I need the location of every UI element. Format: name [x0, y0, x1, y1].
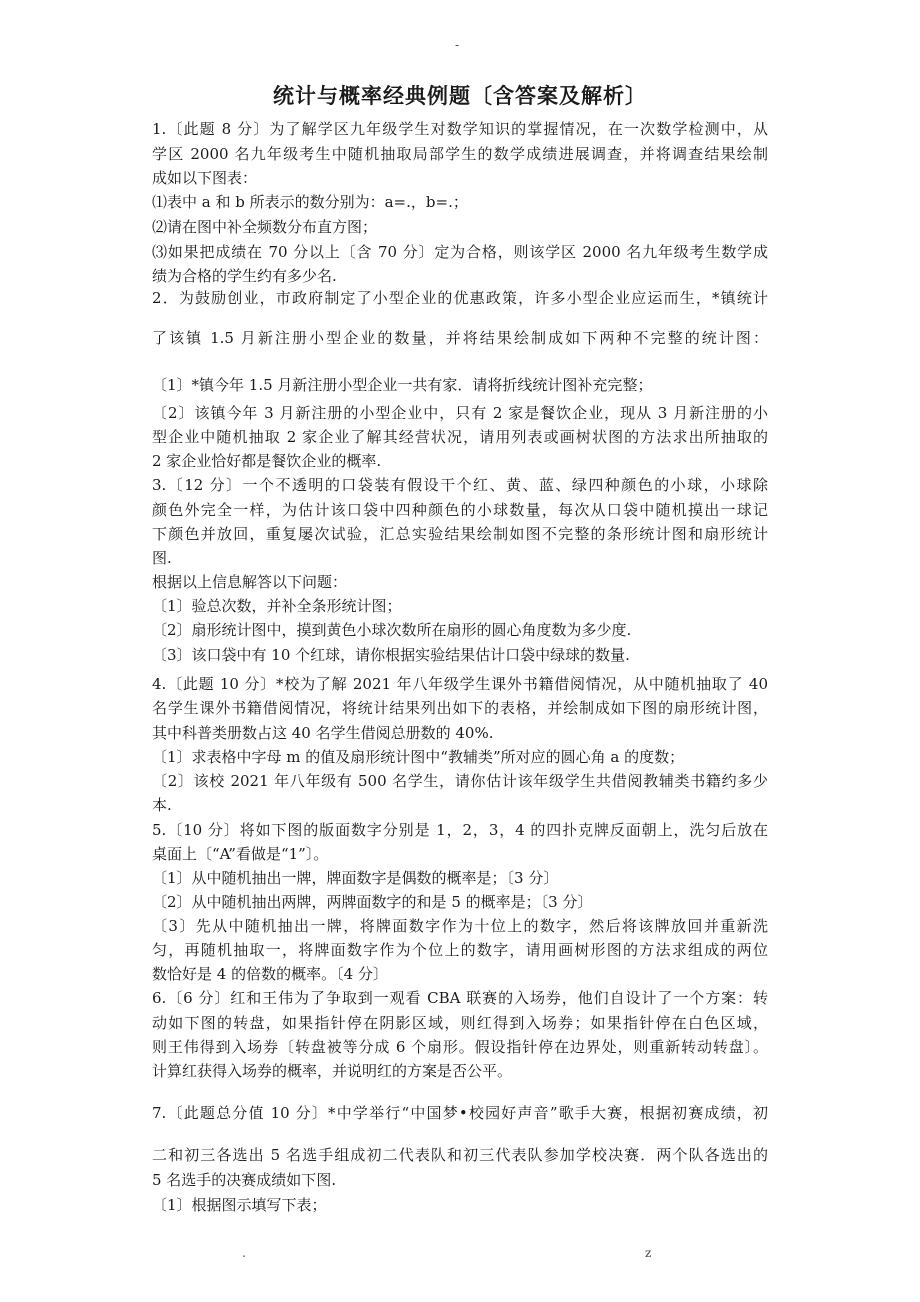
text-line: 5 名选手的决赛成绩如下图. [152, 1171, 337, 1189]
text-line: ⑵请在图中补全频数分布直方图； [152, 218, 378, 236]
header-mark: - [455, 38, 460, 52]
text-line: 动如下图的转盘，如果指针停在阴影区域，则红得到入场券；如果指针停在白色区域， [152, 1014, 768, 1032]
text-line: 〔1〕*镇今年 1.5 月新注册小型企业一共有家．请将折线统计图补充完整； [152, 376, 653, 394]
text-line: 〔2〕从中随机抽出两牌，两牌面数字的和是 5 的概率是；〔3 分〕 [152, 893, 593, 911]
text-line: 〔2〕该校 2021 年八年级有 500 名学生，请你估计该年级学生共借阅教辅类书籍约多少 [152, 772, 768, 790]
text-line: 数恰好是 4 的倍数的概率。〔4 分〕 [152, 965, 388, 983]
text-line: 7.〔此题总分值 10 分〕*中学举行“中国梦•校园好声音”歌手大赛，根据初赛成绩，初 [152, 1104, 768, 1122]
text-line: 〔3〕先从中随机抽出一牌，将牌面数字作为十位上的数字，然后将该牌放回并重新洗 [152, 917, 768, 935]
text-line: 〔1〕求表格中字母 m 的值及扇形统计图中“教辅类”所对应的圆心角 a 的度数； [152, 748, 685, 766]
text-line: 5.〔10 分〕将如下图的版面数字分别是 1，2，3，4 的四扑克牌反面朝上，洗匀后放在 [152, 821, 768, 839]
text-line: ⑴表中 a 和 b 所表示的数分别为：a=.，b=.； [152, 193, 468, 211]
text-line: 其中科普类册数占这 40 名学生借阅总册数的 40%. [152, 724, 494, 742]
text-line: 学区 2000 名九年级考生中随机抽取局部学生的数学成绩进展调查，并将调查结果绘制 [152, 145, 768, 163]
text-line: 〔3〕该口袋中有 10 个红球，请你根据实验结果估计口袋中绿球的数量. [152, 646, 630, 664]
text-line: 型企业中随机抽取 2 家企业了解其经营状况，请用列表或画树状图的方法求出所抽取的 [152, 428, 768, 446]
text-line: ⑶如果把成绩在 70 分以上〔含 70 分〕定为合格，则该学区 2000 名九年级考生数学成 [152, 243, 768, 261]
footer-left-mark: . [242, 1246, 246, 1260]
text-line: 根据以上信息解答以下问题： [152, 573, 348, 591]
text-line: 图. [152, 549, 172, 567]
text-line: 4.〔此题 10 分〕*校为了解 2021 年八年级学生课外书籍借阅情况，从中随机抽取了 40 [152, 675, 768, 693]
text-line: 〔1〕从中随机抽出一牌，牌面数字是偶数的概率是；〔3 分〕 [152, 869, 559, 887]
text-line: 本. [152, 796, 172, 814]
text-line: 桌面上〔“A”看做是“1”〕。 [152, 845, 329, 863]
text-line: 成如以下图表： [152, 169, 258, 187]
text-line: 二和初三各选出 5 名选手组成初二代表队和初三代表队参加学校决赛．两个队各选出的 [152, 1146, 768, 1164]
text-line: 颜色外完全一样，为估计该口袋中四种颜色的小球数量，每次从口袋中随机摸出一球记 [152, 501, 768, 519]
text-line: 了该镇 1.5 月新注册小型企业的数量，并将结果绘制成如下两种不完整的统计图： [152, 329, 768, 347]
text-line: 〔1〕根据图示填写下表； [152, 1196, 327, 1214]
text-line: 绩为合格的学生约有多少名. [152, 267, 337, 285]
text-line: 〔2〕扇形统计图中，摸到黄色小球次数所在扇形的圆心角度数为多少度. [152, 621, 632, 639]
text-line: 匀，再随机抽取一，将牌面数字作为个位上的数字，请用画树形图的方法求组成的两位 [152, 941, 768, 959]
footer-right-mark: z [645, 1246, 652, 1260]
text-line: 1.〔此题 8 分〕为了解学区九年级学生对数学知识的掌握情况，在一次数学检测中，从 [152, 120, 768, 138]
text-line: 名学生课外书籍借阅情况，将统计结果列出如下的表格，并绘制成如下图的扇形统计图， [152, 699, 768, 717]
text-line: 3.〔12 分〕一个不透明的口袋装有假设干个红、黄、蓝、绿四种颜色的小球，小球除 [152, 476, 768, 494]
text-line: 计算红获得入场券的概率，并说明红的方案是否公平。 [152, 1062, 513, 1080]
text-line: 〔1〕验总次数，并补全条形统计图； [152, 597, 402, 615]
text-line: 则王伟得到入场券〔转盘被等分成 6 个扇形。假设指针停在边界处，则重新转动转盘〕。 [152, 1038, 768, 1056]
text-line: 下颜色并放回，重复屡次试验，汇总实验结果绘制如图不完整的条形统计图和扇形统计 [152, 525, 768, 543]
text-line: 6.〔6 分〕红和王伟为了争取到一观看 CBA 联赛的入场券，他们自设计了一个方案：转 [152, 989, 768, 1007]
page-title: 统计与概率经典例题〔含答案及解析〕 [273, 84, 647, 108]
text-line: 2 家企业恰好都是餐饮企业的概率. [152, 452, 382, 470]
text-line: 2．为鼓励创业，市政府制定了小型企业的优惠政策，许多小型企业应运而生，*镇统计 [152, 289, 768, 307]
text-line: 〔2〕该镇今年 3 月新注册的小型企业中，只有 2 家是餐饮企业，现从 3 月新注册的小 [152, 404, 768, 422]
